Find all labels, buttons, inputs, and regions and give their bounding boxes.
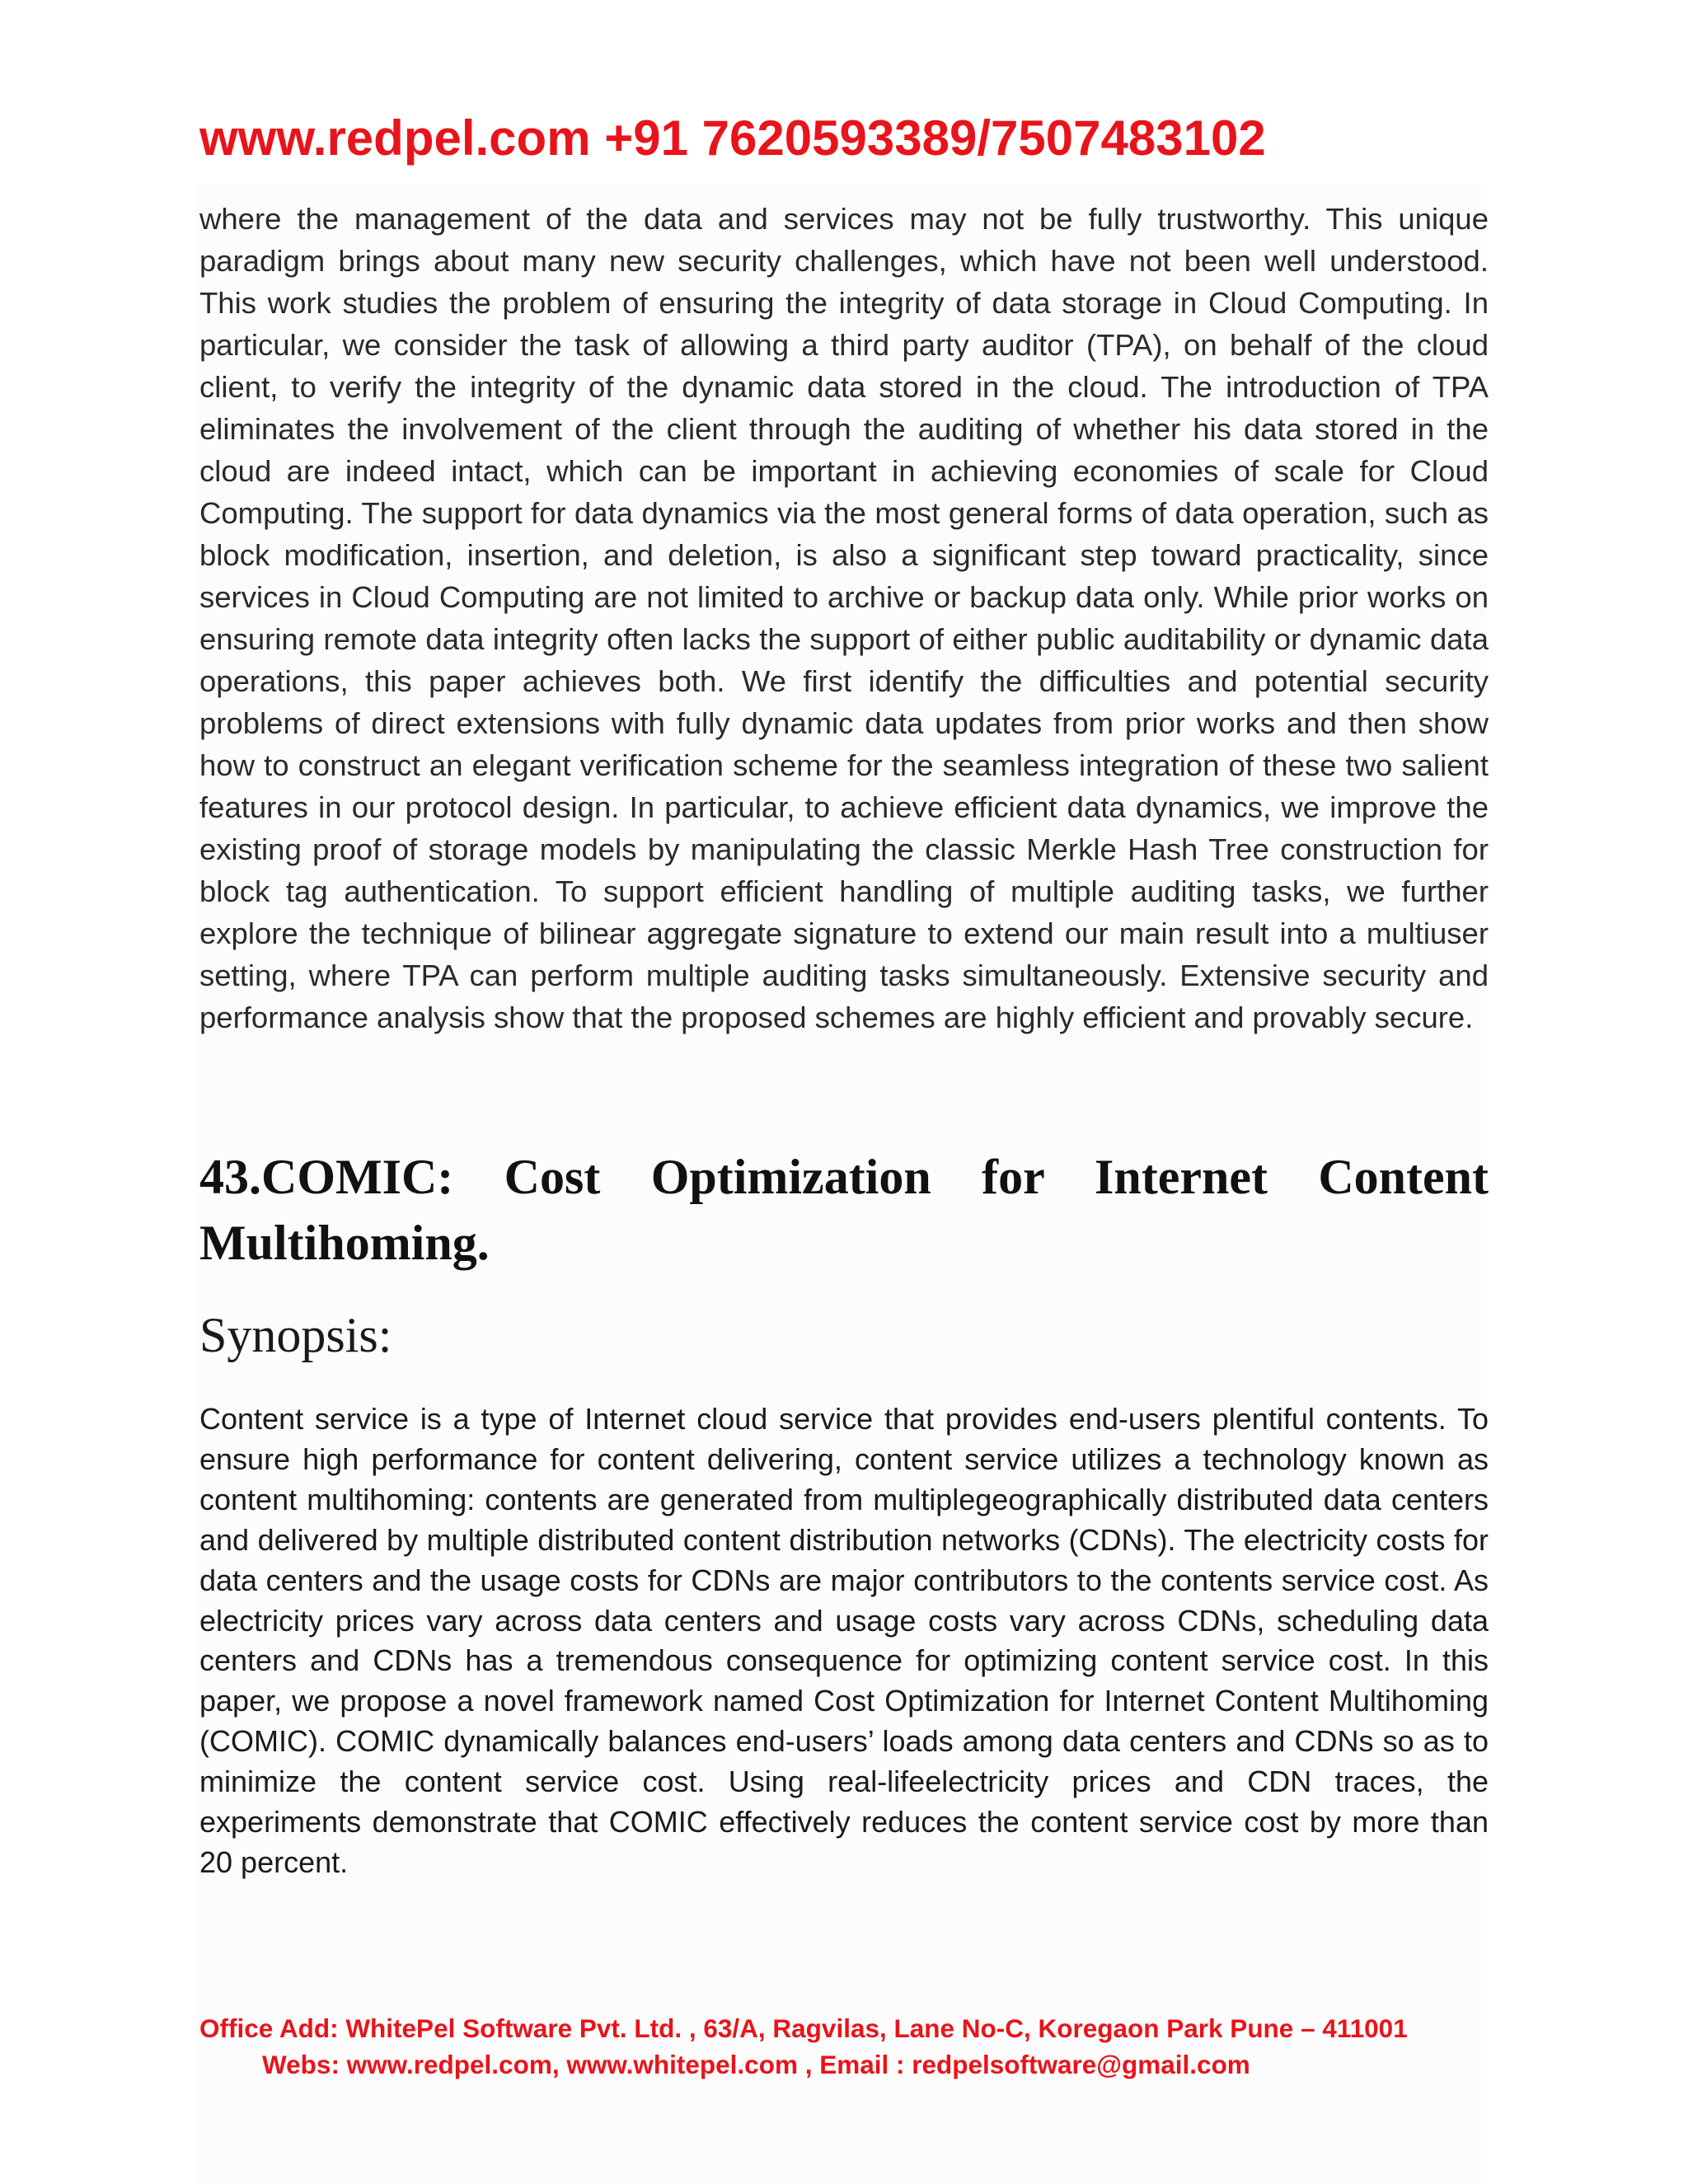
header-contact-line: www.redpel.com +91 7620593389/7507483102 [199, 110, 1266, 166]
project-number: 43. [199, 1150, 261, 1204]
continued-abstract-paragraph: where the management of the data and services may not be fully trustworthy. This unique paradigm brings about many new security challenges, which have not been well understood. This work studies the problem of ensuring the integrity of data storage in Cloud Computing. In particular, we consider the task of allowing a third party auditor (TPA), on behalf of the cloud client, to verify the integrity of the dynamic data stored in the cloud. The introduction of TPA eliminates the involvement of the client through the auditing of whether his data stored in the cloud are indeed intact, which can be important in achieving economies of scale for Cloud Computing. The support for data dynamics via the most general forms of data operation, such as block modification, insertion, and deletion, is also a significant step toward practicality, since services in Cloud Computing are not limited to archive or backup data only. While prior works on ensuring remote data integrity often lacks the support of either public auditability or dynamic data operations, this paper achieves both. We first identify the difficulties and potential security problems of direct extensions with fully dynamic data updates from prior works and then show how to construct an elegant verification scheme for the seamless integration of these two salient features in our protocol design. In particular, to achieve efficient data dynamics, we improve the existing proof of storage models by manipulating the classic Merkle Hash Tree construction for block tag authentication. To support efficient handling of multiple auditing tasks, we further explore the technique of bilinear aggregate signature to extend our main result into a multiuser setting, where TPA can perform multiple auditing tasks simultaneously. Extensive security and performance analysis show that the proposed schemes are highly efficient and provably secure. [199, 202, 1489, 1034]
project-title-text: COMIC: Cost Optimization for Internet Content Multihoming. [199, 1150, 1489, 1270]
footer-office-address: Office Add: WhitePel Software Pvt. Ltd. , 63/A, Ragvilas, Lane No-C, Koregaon Park Pune – 411001 [199, 2013, 1408, 2043]
project-title [199, 1144, 1489, 1276]
synopsis-paragraph: Content service is a type of Internet cloud service that provides end-users plentiful contents. To ensure high performance for content delivering, content service utilizes a technology known as content multihoming: contents are generated from multiplegeographically distributed data centers and delivered by multiple distributed content distribution networks (CDNs). The electricity costs for data centers and the usage costs for CDNs are major contributors to the contents service cost. As electricity prices vary across data centers and usage costs vary across CDNs, scheduling data centers and CDNs has a tremendous consequence for optimizing content service cost. In this paper, we propose a novel framework named Cost Optimization for Internet Content Multihoming (COMIC). COMIC dynamically balances end-users’ loads among data centers and CDNs so as to minimize the content service cost. Using real-lifeelectricity prices and CDN traces, the experiments demonstrate that COMIC effectively reduces the content service cost by more than 20 percent. [199, 1402, 1489, 1879]
footer-websites-email: Webs: www.redpel.com, www.whitepel.com , Email : redpelsoftware@gmail.com [262, 2050, 1250, 2079]
synopsis-heading: Synopsis: [199, 1308, 392, 1362]
